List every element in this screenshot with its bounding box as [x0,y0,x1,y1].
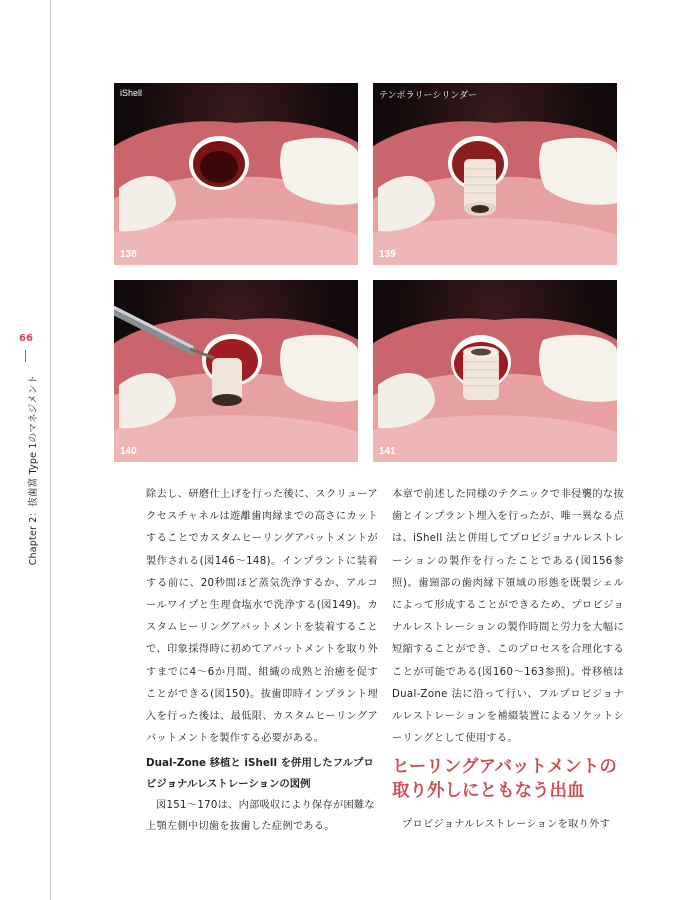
subsection-body: 図151〜170は、内部吸収により保存が困難な上顎左側中切歯を抜歯した症例である。 [146,800,375,832]
body-paragraph-left: 除去し、研磨仕上げを行った後に、スクリューアクセスチャネルは遊離歯肉縁までの高さにカットすることでカスタムヒーリングアバットメントが製作される(図146〜148)。インプラントに装着する前に、20秒間ほど蒸気洗浄するか、アルコールワイプと生理食塩水で洗浄する(図149)。カスタムヒーリングアバットメントを装着することで、印象採得時に初めてアバットメントを取り外すまでに4〜6か月間、組織の成熟と治癒を促すことができる(図150)。抜歯即時インプラント埋入を行った後は、最低限、カスタムヒーリングアバットメントを製作する必要がある。 [146,489,378,745]
figure-139-illustration [373,83,617,265]
page-number: 66 [19,333,33,344]
figure-140-number: 140 [120,446,137,457]
figure-141 [373,280,617,462]
subsection-heading: Dual-Zone 移植と iShell を併用したフルプロビジョナルレストレーションの図例 [146,757,374,790]
running-head: Chapter 2：抜歯窩 Type 1のマネジメント [28,374,39,566]
figure-141-illustration [373,280,617,462]
body-column-right [392,484,624,750]
figure-139-number: 139 [379,249,396,260]
figure-138-number: 138 [120,249,137,260]
figure-138-caption: iShell [120,88,143,98]
margin-rule [50,0,51,900]
figure-140 [114,280,358,462]
body-column-left [146,484,378,750]
figure-141-number: 141 [379,446,396,457]
figure-138 [114,83,358,265]
body-paragraph-right: 本章で前述した同様のテクニックで非侵襲的な抜歯とインプラント埋入を行ったが、唯一異なる点は、iShell 法と併用してプロビジョナルレストレーションの製作を行ったことである(図156参照)。歯頸部の歯肉縁下領域の形態を既製シェルによって形成することができるため、プロビジョナルレストレーションの製作時間と労力を大幅に短縮することができ、このプロセスを合理化することが可能である(図160〜163参照)。骨移植は Dual-Zone 法に沿って行い、フルプロビジョナルレストレーションを補綴装置によるソケットシーリングとして使用する。 [392,489,624,745]
figure-140-illustration [114,280,358,462]
section-body: プロビジョナルレストレーションを取り外す [402,819,611,830]
section-heading: ヒーリングアバットメントの取り外しにともなう出血 [392,757,617,801]
figure-139 [373,83,617,265]
figure-138-illustration [114,83,358,265]
page-number-rule [25,350,26,362]
figure-139-caption: テンポラリーシリンダー [379,90,478,100]
